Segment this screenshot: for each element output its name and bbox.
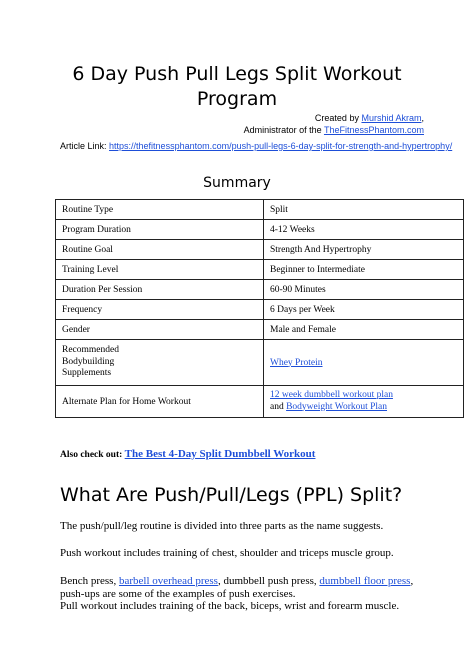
barbell-overhead-press-link[interactable]: barbell overhead press bbox=[118, 575, 218, 587]
table-value-cell: 60-90 Minutes bbox=[264, 280, 464, 300]
table-label-cell: Routine Type bbox=[56, 200, 264, 220]
dumbbell-floor-press-link[interactable]: dumbbell floor press bbox=[319, 575, 411, 587]
also-check-label: Also check out: bbox=[60, 450, 125, 460]
dumbbell-workout-link[interactable]: The Best 4-Day Split Dumbbell Workout bbox=[124, 448, 316, 460]
table-row bbox=[56, 200, 464, 220]
table-row-supplements bbox=[56, 340, 464, 386]
article-link[interactable]: https://thefitnessphantom.com/push-pull-legs-6-day-split-for-strength-and-hypertrophy/ bbox=[109, 141, 453, 151]
paragraph-2: Push workout includes training of chest, shoulder and triceps muscle group. bbox=[60, 547, 394, 559]
table-label-cell: Frequency bbox=[56, 300, 264, 320]
table-label-cell: Training Level bbox=[56, 260, 264, 280]
table-label-cell: Routine Goal bbox=[56, 240, 264, 260]
paragraph-3 bbox=[60, 575, 450, 613]
supplements-label-line-3: Supplements bbox=[62, 368, 112, 379]
table-value-cell: Strength And Hypertrophy bbox=[264, 240, 464, 260]
summary-heading: Summary bbox=[203, 175, 271, 191]
paragraph-1: The push/pull/leg routine is divided into three parts as the name suggests. bbox=[60, 520, 384, 532]
author-link[interactable]: Murshid Akram bbox=[361, 113, 422, 123]
section-heading: What Are Push/Pull/Legs (PPL) Split? bbox=[60, 484, 403, 506]
table-value-cell: 4-12 Weeks bbox=[264, 220, 464, 240]
table-value-cell bbox=[264, 386, 464, 418]
table-value-cell: Beginner to Intermediate bbox=[264, 260, 464, 280]
table-label-cell: Duration Per Session bbox=[56, 280, 264, 300]
admin-credit bbox=[244, 124, 424, 136]
table-value-cell: 6 Days per Week bbox=[264, 300, 464, 320]
home-workout-label: Alternate Plan for Home Workout bbox=[56, 386, 264, 418]
whey-protein-link[interactable]: Whey Protein bbox=[270, 357, 323, 368]
site-link[interactable]: TheFitnessPhantom.com bbox=[323, 125, 424, 135]
article-link-line bbox=[60, 140, 453, 152]
table-row bbox=[56, 220, 464, 240]
and-text: and bbox=[270, 401, 287, 412]
created-suffix: , bbox=[421, 113, 424, 123]
summary-table bbox=[55, 199, 464, 418]
supplements-label-line-1: Recommended bbox=[62, 345, 119, 356]
title-line-2: Program bbox=[196, 88, 278, 110]
dumbbell-plan-link[interactable]: 12 week dumbbell workout plan bbox=[270, 390, 393, 400]
paragraph-3-line-1: Bench press, barbell overhead press, dumbbell push press, dumbbell floor press, bbox=[60, 575, 414, 587]
table-row bbox=[56, 300, 464, 320]
table-row bbox=[56, 240, 464, 260]
table-value-cell: Split bbox=[264, 200, 464, 220]
table-row bbox=[56, 280, 464, 300]
table-row bbox=[56, 320, 464, 340]
table-row bbox=[56, 260, 464, 280]
supplements-label-line-2: Bodybuilding bbox=[62, 356, 115, 367]
table-value-cell bbox=[264, 340, 464, 386]
also-check-out bbox=[60, 448, 315, 460]
article-link-label: Article Link: bbox=[60, 141, 110, 151]
table-label-cell: Gender bbox=[56, 320, 264, 340]
admin-label: Administrator of the bbox=[243, 125, 324, 135]
paragraph-3-line-2: push-ups are some of the examples of push exercises. bbox=[60, 587, 296, 600]
table-row-home-workout bbox=[56, 386, 464, 418]
table-value-cell: Male and Female bbox=[264, 320, 464, 340]
summary-table-body bbox=[56, 200, 464, 340]
table-label-cell: Program Duration bbox=[56, 220, 264, 240]
table-label-cell bbox=[56, 340, 264, 386]
title-line-1: 6 Day Push Pull Legs Split Workout bbox=[72, 63, 402, 85]
author-credit bbox=[315, 112, 424, 124]
paragraph-3-line-3: Pull workout includes training of the back, biceps, wrist and forearm muscle. bbox=[60, 600, 400, 612]
document-title bbox=[40, 62, 434, 112]
bodyweight-plan-link[interactable]: Bodyweight Workout Plan bbox=[286, 401, 388, 412]
created-by-label: Created by bbox=[314, 113, 362, 123]
